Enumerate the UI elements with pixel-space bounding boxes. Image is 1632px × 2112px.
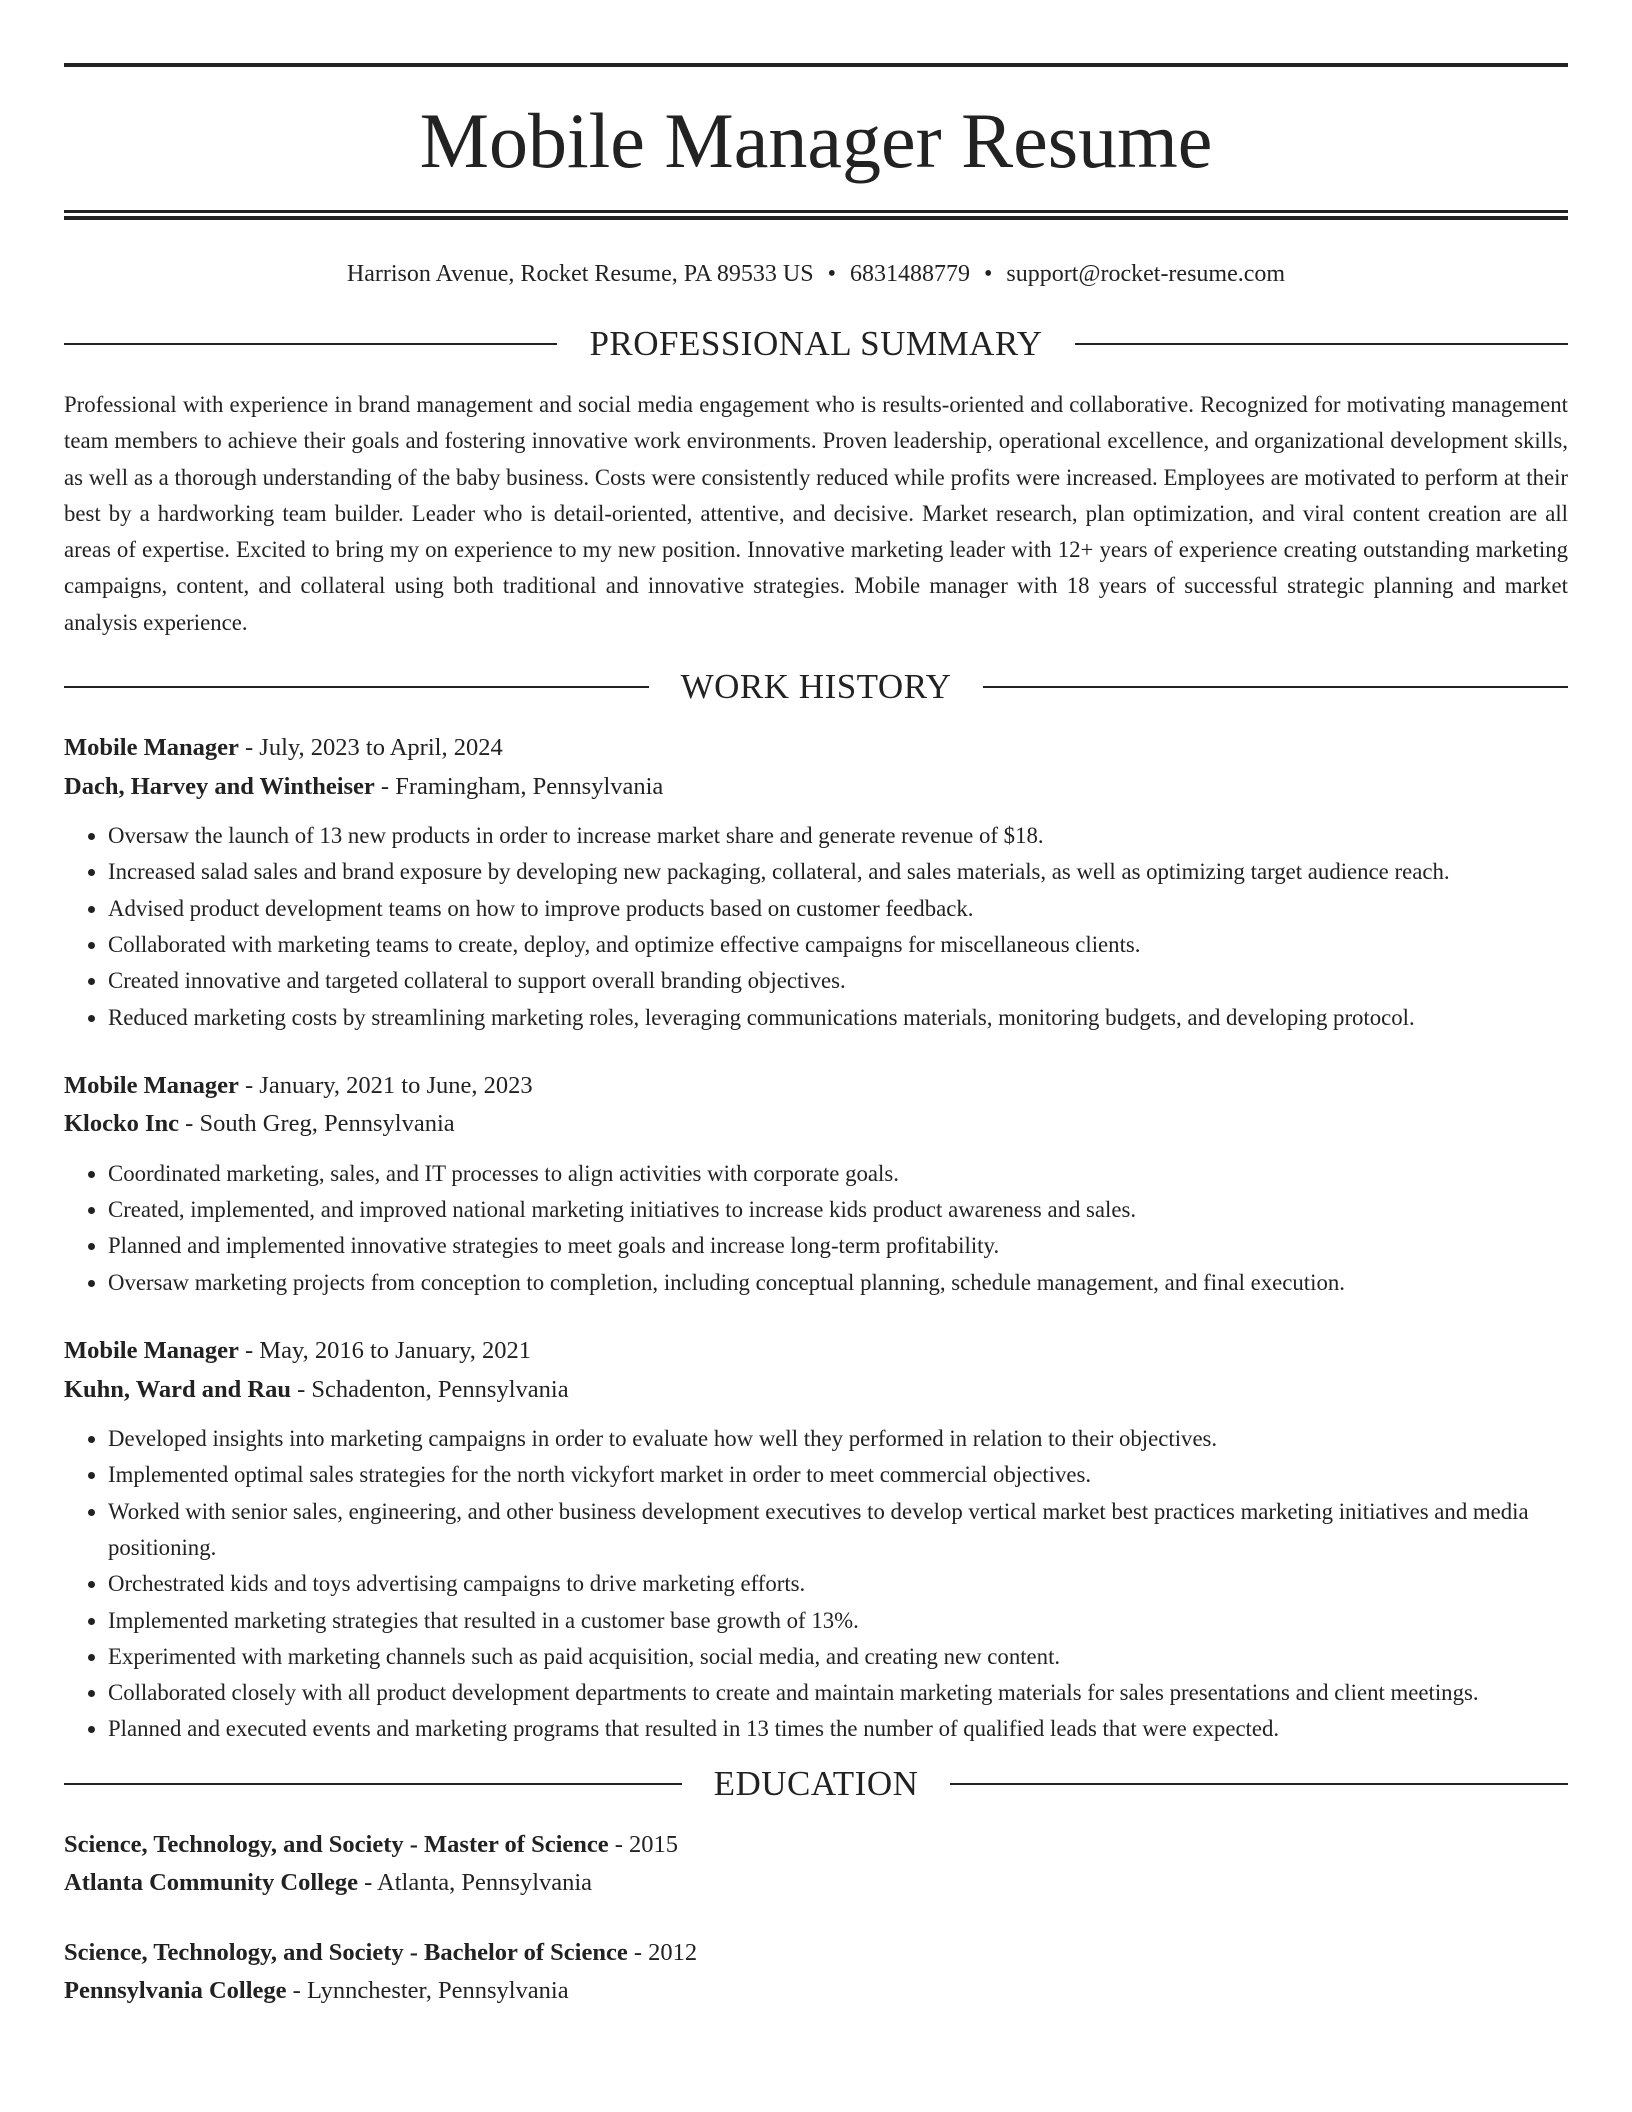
- contact-address: Harrison Avenue, Rocket Resume, PA 89533 US: [346, 261, 814, 287]
- education-entry: [64, 1934, 1568, 2011]
- top-rule: [64, 63, 1568, 67]
- education-heading-label: EDUCATION: [713, 1763, 919, 1803]
- work-heading-label: WORK HISTORY: [680, 667, 952, 707]
- job-bullet: • Developed insights into marketing campaigns in order to evaluate how well they performed in relation to their objectives.: [108, 1421, 1568, 1457]
- job-dates: - May, 2016 to January, 2021: [238, 1337, 532, 1365]
- job-title: Mobile Manager: [64, 734, 239, 762]
- job-bullet: • Created, implemented, and improved national marketing initiatives to increase kids product awareness and sales.: [108, 1192, 1568, 1228]
- title-double-rule: [64, 210, 1568, 220]
- job-bullet: • Worked with senior sales, engineering, and other business development executives to develop vertical market best practices marketing initiatives and media positioning.: [108, 1494, 1568, 1567]
- education-school: Atlanta Community College: [64, 1869, 358, 1897]
- heading-rule-right: [983, 686, 1568, 688]
- job-bullets: [64, 818, 1568, 1036]
- job-location: - Framingham, Pennsylvania: [374, 772, 664, 800]
- job-company-line: [64, 768, 1568, 807]
- job-bullet: • Increased salad sales and brand exposure by developing new packaging, collateral, and sales materials, as well as optimizing target audience reach.: [108, 854, 1568, 890]
- job-location: - Schadenton, Pennsylvania: [290, 1375, 569, 1403]
- job-bullets: [64, 1156, 1568, 1301]
- job-bullet: • Created innovative and targeted collateral to support overall branding objectives.: [108, 963, 1568, 999]
- page-title: Mobile Manager Resume: [419, 97, 1213, 184]
- job-bullet: • Reduced marketing costs by streamlining marketing roles, leveraging communications materials, monitoring budgets, and developing protocol.: [108, 1000, 1568, 1036]
- contact-phone: 6831488779: [849, 261, 970, 287]
- heading-rule-left: [64, 343, 557, 345]
- education-degree-line: [64, 1934, 1568, 1973]
- contact-line: [64, 258, 1568, 290]
- heading-rule-left: [64, 1783, 682, 1785]
- job-entry: [64, 1067, 1568, 1301]
- job-title: Mobile Manager: [64, 1071, 239, 1099]
- education-heading: [64, 1764, 1568, 1804]
- job-bullets: [64, 1421, 1568, 1748]
- education-year: - 2015: [608, 1830, 679, 1858]
- job-bullet: • Implemented optimal sales strategies for the north vickyfort market in order to meet commercial objectives.: [108, 1457, 1568, 1493]
- job-location: - South Greg, Pennsylvania: [179, 1110, 455, 1138]
- job-dates: - January, 2021 to June, 2023: [238, 1071, 533, 1099]
- contact-email: support@rocket-resume.com: [1006, 261, 1286, 287]
- job-bullet: • Planned and implemented innovative strategies to meet goals and increase long-term profitability.: [108, 1228, 1568, 1264]
- heading-rule-right: [1075, 343, 1568, 345]
- job-title: Mobile Manager: [64, 1337, 239, 1365]
- job-company-line: [64, 1371, 1568, 1410]
- job-bullet: • Planned and executed events and marketing programs that resulted in 13 times the number of qualified leads that were expected.: [108, 1711, 1568, 1747]
- job-title-line: [64, 1067, 1568, 1106]
- summary-heading: [64, 324, 1568, 364]
- job-dates: - July, 2023 to April, 2024: [238, 734, 503, 762]
- summary-heading-label: PROFESSIONAL SUMMARY: [589, 324, 1043, 363]
- job-company: Klocko Inc: [64, 1110, 180, 1138]
- education-school: Pennsylvania College: [64, 1977, 287, 2005]
- job-bullet: • Orchestrated kids and toys advertising campaigns to drive marketing efforts.: [108, 1566, 1568, 1602]
- education-school-line: [64, 1864, 1568, 1903]
- heading-rule-left: [64, 686, 649, 688]
- job-bullet: • Implemented marketing strategies that resulted in a customer base growth of 13%.: [108, 1603, 1568, 1639]
- job-company: Kuhn, Ward and Rau: [64, 1375, 291, 1403]
- education-degree: Science, Technology, and Society - Master of Science: [64, 1830, 609, 1858]
- education-school-line: [64, 1972, 1568, 2011]
- job-bullet: • Collaborated with marketing teams to create, deploy, and optimize effective campaigns for miscellaneous clients.: [108, 927, 1568, 963]
- job-bullet: • Coordinated marketing, sales, and IT processes to align activities with corporate goals.: [108, 1156, 1568, 1192]
- work-heading: [64, 667, 1568, 707]
- contact-separator: •: [827, 261, 836, 287]
- education-degree-line: [64, 1826, 1568, 1865]
- summary-text: Professional with experience in brand management and social media engagement who is results-oriented and collaborative. Recognized for motivating management team members to achieve their goals and fostering innovative work environments. Proven leadership, operational excellence, and organizational development skills, as well as a thorough understanding of the baby business. Costs were consistently reduced while profits were increased. Employees are motivated to perform at their best by a hardworking team builder. Leader who is detail-oriented, attentive, and decisive. Market research, plan optimization, and viral content creation are all areas of expertise. Excited to bring my on experience to my new position. Innovative marketing leader with 12+ years of experience creating outstanding marketing campaigns, content, and collateral using both traditional and innovative strategies. Mobile manager with 18 years of successful strategic planning and market analysis experience.: [64, 392, 1568, 635]
- job-bullet: • Advised product development teams on how to improve products based on customer feedback.: [108, 891, 1568, 927]
- heading-rule-right: [950, 1783, 1568, 1785]
- job-bullet: • Oversaw marketing projects from conception to completion, including conceptual planning, schedule management, and final execution.: [108, 1265, 1568, 1301]
- education-location: - Lynnchester, Pennsylvania: [286, 1977, 569, 2005]
- resume-page: [64, 63, 1568, 2011]
- job-title-line: [64, 1332, 1568, 1371]
- education-year: - 2012: [627, 1938, 698, 1966]
- job-company-line: [64, 1105, 1568, 1144]
- education-location: - Atlanta, Pennsylvania: [357, 1869, 593, 1897]
- job-title-line: [64, 729, 1568, 768]
- job-company: Dach, Harvey and Wintheiser: [64, 772, 375, 800]
- job-bullet: • Collaborated closely with all product development departments to create and maintain marketing materials for sales presentations and client meetings.: [108, 1675, 1568, 1711]
- job-entry: [64, 729, 1568, 1036]
- job-bullet: • Oversaw the launch of 13 new products in order to increase market share and generate revenue of $18.: [108, 818, 1568, 854]
- education-entry: [64, 1826, 1568, 1903]
- contact-separator: •: [983, 261, 993, 287]
- job-bullet: • Experimented with marketing channels such as paid acquisition, social media, and creating new content.: [108, 1639, 1568, 1675]
- education-degree: Science, Technology, and Society - Bachelor of Science: [64, 1938, 628, 1966]
- job-entry: [64, 1332, 1568, 1748]
